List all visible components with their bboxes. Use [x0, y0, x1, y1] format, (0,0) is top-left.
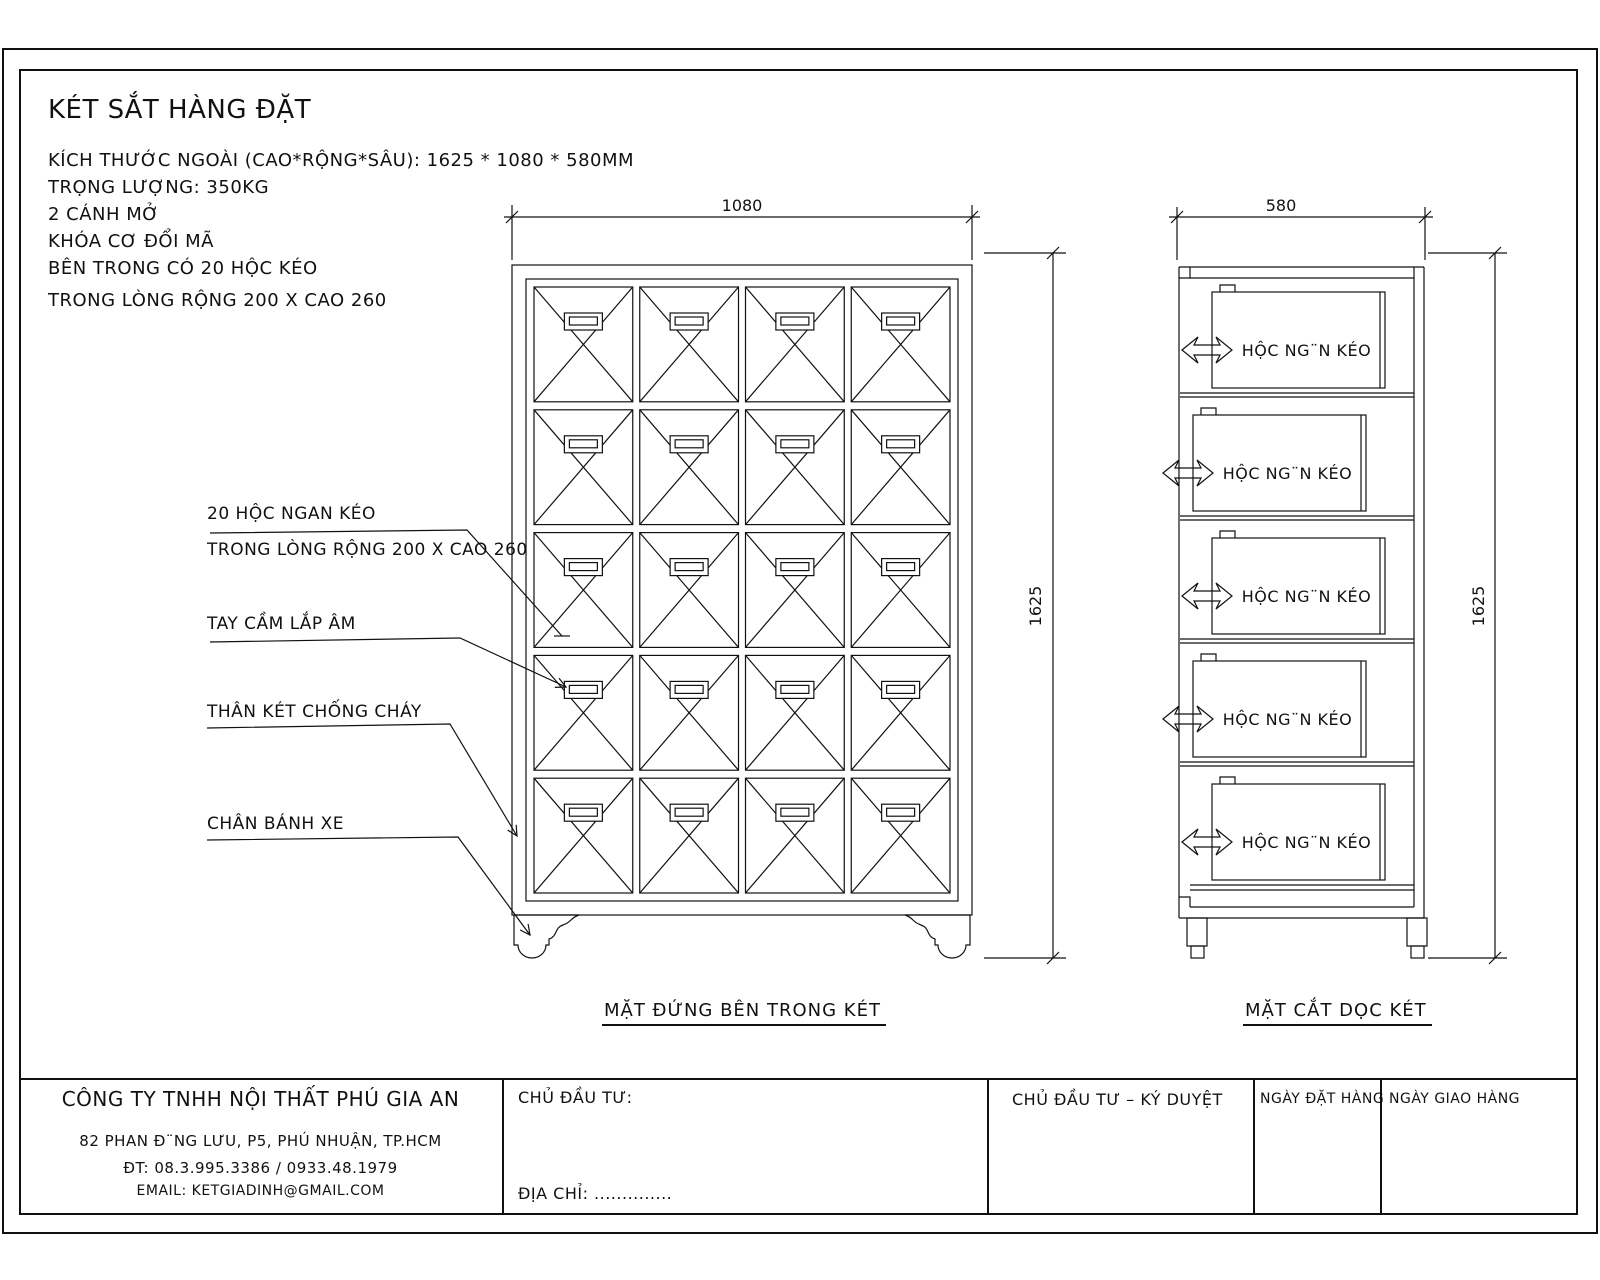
- front-height-dim-text: 1625: [1026, 585, 1045, 627]
- front-drawer-cell: [851, 410, 950, 525]
- pull-direction-arrow-icon: [1163, 706, 1213, 732]
- pull-direction-arrow-icon: [1182, 583, 1232, 609]
- title-block-divider: [987, 1080, 989, 1213]
- side-drawer: [1163, 408, 1366, 511]
- right-foot-wheel-icon: [905, 915, 970, 958]
- left-foot-wheel-icon: [514, 915, 579, 958]
- callout-handle: TAY CẦM LẮP ÂM: [207, 614, 356, 634]
- drawer-handle-icon: [670, 559, 708, 576]
- company-address: 82 PHAN Đ¨NG LƯU, P5, PHÚ NHUẬN, TP.HCM: [79, 1132, 442, 1150]
- side-height-dim-text: 1625: [1469, 585, 1488, 627]
- side-height-dimension: [1428, 247, 1507, 964]
- front-drawer-cell: [746, 655, 845, 770]
- front-drawer-cell: [534, 410, 633, 525]
- front-drawer-cell: [640, 655, 739, 770]
- side-drawer-label: HỘC NG¨N KÉO: [1241, 341, 1372, 360]
- side-drawer-label: HỘC NG¨N KÉO: [1222, 710, 1353, 729]
- side-drawer-label: HỘC NG¨N KÉO: [1241, 833, 1372, 852]
- side-view: [1163, 267, 1427, 958]
- spec-drawers: BÊN TRONG CÓ 20 HỘC KÉO: [48, 258, 318, 279]
- side-drawer-stack: [1163, 285, 1385, 880]
- title-block-divider: [502, 1080, 504, 1213]
- drawer-handle-icon: [670, 313, 708, 330]
- drawer-handle-icon: [776, 436, 814, 453]
- drawer-handle-icon: [882, 804, 920, 821]
- front-drawer-cell: [534, 778, 633, 893]
- side-drawer: [1163, 654, 1366, 757]
- company-email: EMAIL: KETGIADINH@GMAIL.COM: [136, 1183, 385, 1199]
- side-drawer: [1182, 285, 1385, 388]
- side-view-caption: MẶT CẮT DỌC KÉT: [1243, 1000, 1432, 1026]
- front-drawer-cell: [534, 287, 633, 402]
- spec-inner-size: TRONG LÒNG RỘNG 200 X CAO 260: [48, 290, 387, 311]
- front-drawer-grid: [534, 287, 950, 893]
- drawer-handle-icon: [882, 313, 920, 330]
- drawer-handle-icon: [564, 804, 602, 821]
- investor-field-label: CHỦ ĐẦU TƯ:: [518, 1088, 633, 1107]
- pull-direction-arrow-icon: [1182, 337, 1232, 363]
- drawer-handle-icon: [670, 436, 708, 453]
- side-drawer-label: HỘC NG¨N KÉO: [1241, 587, 1372, 606]
- drawer-handle-icon: [776, 313, 814, 330]
- drawer-handle-icon: [670, 681, 708, 698]
- side-width-dim-text: 580: [1265, 196, 1297, 215]
- drawer-handle-icon: [776, 804, 814, 821]
- spec-doors: 2 CÁNH MỞ: [48, 204, 160, 225]
- leader-body: [207, 724, 517, 836]
- front-drawer-cell: [534, 655, 633, 770]
- spec-lock: KHÓA CƠ ĐỔI MÃ: [48, 231, 214, 252]
- spec-weight: TRỌNG LƯỢNG: 350KG: [48, 177, 270, 198]
- company-name: CÔNG TY TNHH NỘI THẤT PHÚ GIA AN: [61, 1087, 460, 1111]
- front-drawer-cell: [746, 410, 845, 525]
- drawer-handle-icon: [564, 313, 602, 330]
- drawer-handle-icon: [776, 681, 814, 698]
- drawing-title: KÉT SẮT HÀNG ĐẶT: [48, 95, 312, 125]
- front-width-dim-text: 1080: [721, 196, 763, 215]
- front-drawer-cell: [851, 533, 950, 648]
- side-right-foot-icon: [1407, 918, 1427, 946]
- leader-drawers: [210, 530, 562, 636]
- pull-direction-arrow-icon: [1163, 460, 1213, 486]
- drawer-handle-icon: [882, 559, 920, 576]
- callout-body: THÂN KÉT CHỐNG CHÁY: [207, 702, 422, 722]
- side-drawer: [1182, 777, 1385, 880]
- front-drawer-cell: [746, 287, 845, 402]
- delivery-date-label: NGÀY GIAO HÀNG: [1389, 1091, 1521, 1107]
- side-width-dimension: [1169, 196, 1433, 260]
- front-drawer-cell: [640, 533, 739, 648]
- pull-direction-arrow-icon: [1182, 829, 1232, 855]
- front-view-caption: MẶT ĐỨNG BÊN TRONG KÉT: [602, 1000, 886, 1026]
- drawer-handle-icon: [776, 559, 814, 576]
- side-drawer-label: HỘC NG¨N KÉO: [1222, 464, 1353, 483]
- front-drawer-cell: [746, 533, 845, 648]
- front-drawer-cell: [851, 655, 950, 770]
- front-drawer-cell: [851, 778, 950, 893]
- title-block-divider: [1253, 1080, 1255, 1213]
- front-view: [512, 265, 972, 958]
- order-date-label: NGÀY ĐẶT HÀNG: [1260, 1091, 1385, 1107]
- drawer-handle-icon: [564, 559, 602, 576]
- drawer-handle-icon: [882, 681, 920, 698]
- callout-drawers-size: TRONG LÒNG RỘNG 200 X CAO 260: [207, 540, 528, 560]
- front-drawer-cell: [640, 778, 739, 893]
- approval-field-label: CHỦ ĐẦU TƯ – KÝ DUYỆT: [1012, 1090, 1223, 1109]
- side-left-foot-icon: [1187, 918, 1207, 946]
- callout-leaders: [207, 530, 570, 935]
- spec-dimensions: KÍCH THƯỚC NGOÀI (CAO*RỘNG*SÂU): 1625 * 1080 * 580MM: [48, 150, 635, 171]
- front-drawer-cell: [746, 778, 845, 893]
- drawer-handle-icon: [882, 436, 920, 453]
- front-width-dimension: [504, 196, 980, 260]
- company-phone: ĐT: 08.3.995.3386 / 0933.48.1979: [123, 1159, 398, 1177]
- drawer-handle-icon: [564, 681, 602, 698]
- drawer-handle-icon: [670, 804, 708, 821]
- front-height-dimension: [984, 247, 1066, 964]
- front-drawer-cell: [851, 287, 950, 402]
- side-drawer: [1182, 531, 1385, 634]
- front-drawer-cell: [640, 410, 739, 525]
- drawer-handle-icon: [564, 436, 602, 453]
- leader-feet: [207, 837, 530, 935]
- callout-feet: CHÂN BÁNH XE: [207, 814, 344, 834]
- address-field-label: ĐỊA CHỈ: ..............: [518, 1184, 673, 1203]
- front-drawer-cell: [534, 533, 633, 648]
- front-drawer-cell: [640, 287, 739, 402]
- callout-drawers: 20 HỘC NGAN KÉO: [207, 504, 376, 524]
